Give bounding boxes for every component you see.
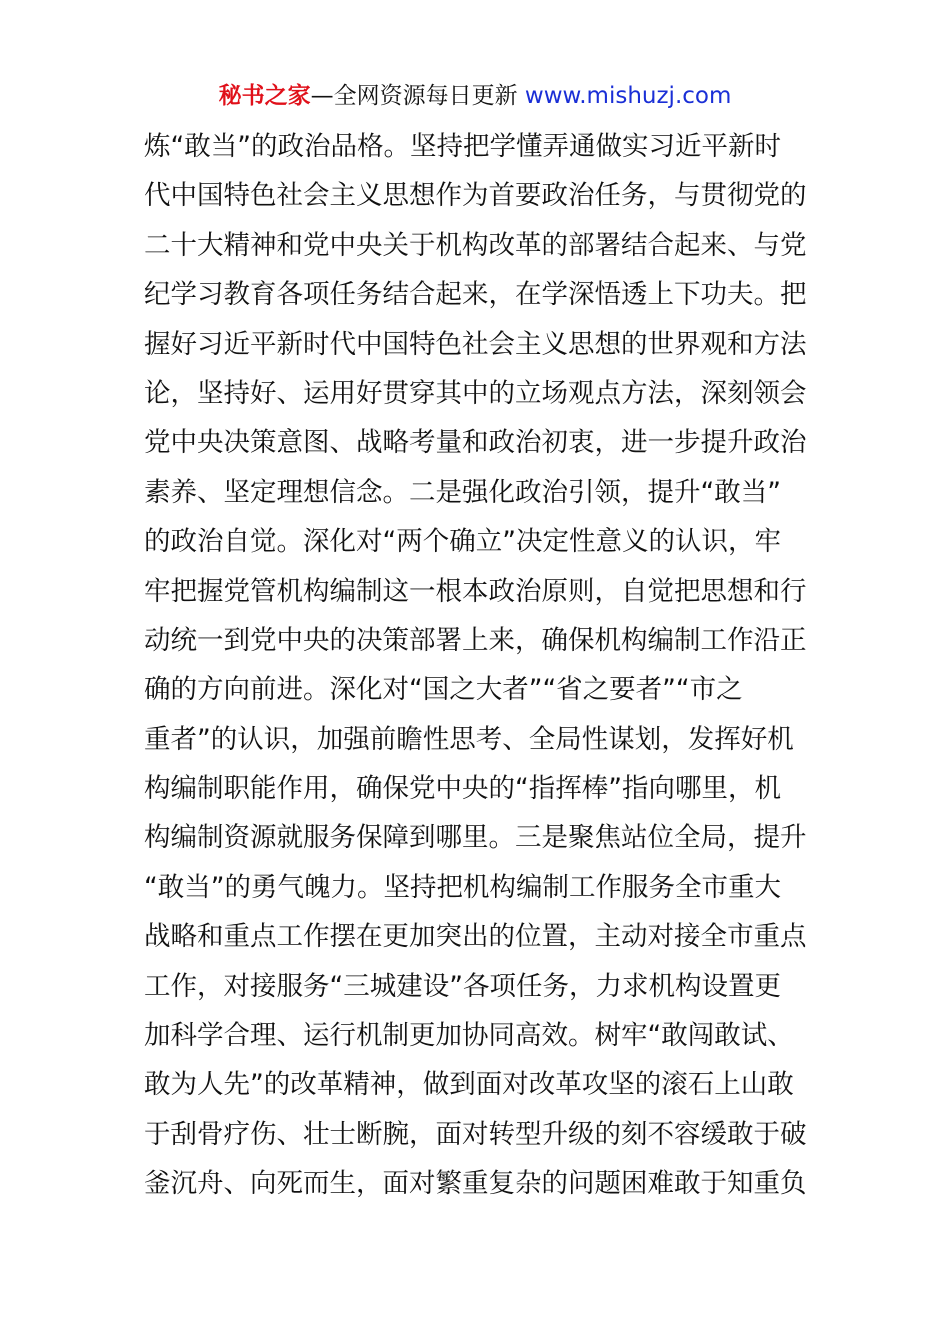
text-line: 牢把握党管机构编制这一根本政治原则，自觉把思想和行 xyxy=(144,575,807,607)
text-line: 纪学习教育各项任务结合起来，在学深悟透上下功夫。把 xyxy=(144,279,807,311)
text-line: 于刮骨疗伤、壮士断腕，面对转型升级的刻不容缓敢于破 xyxy=(144,1118,807,1150)
site-url-link[interactable]: www.mishuzj.com xyxy=(524,83,732,109)
text-line: 加科学合理、运行机制更加协同高效。树牢“敢闯敢试、 xyxy=(144,1020,794,1052)
text-line: 构编制资源就服务保障到哪里。三是聚焦站位全局，提升 xyxy=(144,822,807,854)
text-line: 党中央决策意图、战略考量和政治初衷，进一步提升政治 xyxy=(144,427,807,459)
text-line: 炼“敢当”的政治品格。坚持把学懂弄通做实习近平新时 xyxy=(144,131,781,162)
page-header xyxy=(0,80,950,112)
site-brand: 秘书之家 xyxy=(218,83,311,109)
text-line: 釜沉舟、向死而生，面对繁重复杂的问题困难敢于知重负 xyxy=(144,1168,807,1200)
site-tagline: —全网资源每日更新 xyxy=(310,83,518,109)
text-line: “敢当”的勇气魄力。坚持把机构编制工作服务全市重大 xyxy=(144,871,781,903)
text-line: 敢为人先”的改革精神，做到面对改革攻坚的滚石上山敢 xyxy=(144,1069,794,1101)
text-line: 重者”的认识，加强前瞻性思考、全局性谋划，发挥好机 xyxy=(144,723,794,755)
text-line: 的政治自觉。深化对“两个确立”决定性意义的认识，牢 xyxy=(144,526,781,558)
text-line: 二十大精神和党中央关于机构改革的部署结合起来、与党 xyxy=(144,229,807,261)
text-line: 确的方向前进。深化对“国之大者”“省之要者”“市之 xyxy=(144,674,743,706)
text-line: 战略和重点工作摆在更加突出的位置，主动对接全市重点 xyxy=(144,921,807,953)
text-line: 握好习近平新时代中国特色社会主义思想的世界观和方法 xyxy=(144,328,807,360)
text-line: 素养、坚定理想信念。二是强化政治引领，提升“敢当” xyxy=(144,476,781,508)
text-line: 代中国特色社会主义思想作为首要政治任务，与贯彻党的 xyxy=(144,180,807,212)
text-line: 动统一到党中央的决策部署上来，确保机构编制工作沿正 xyxy=(144,624,807,656)
text-line: 工作，对接服务“三城建设”各项任务，力求机构设置更 xyxy=(144,970,781,1002)
text-line: 论，坚持好、运用好贯穿其中的立场观点方法，深刻领会 xyxy=(144,377,807,409)
document-body xyxy=(144,122,809,1209)
text-line: 构编制职能作用，确保党中央的“指挥棒”指向哪里，机 xyxy=(144,773,781,805)
